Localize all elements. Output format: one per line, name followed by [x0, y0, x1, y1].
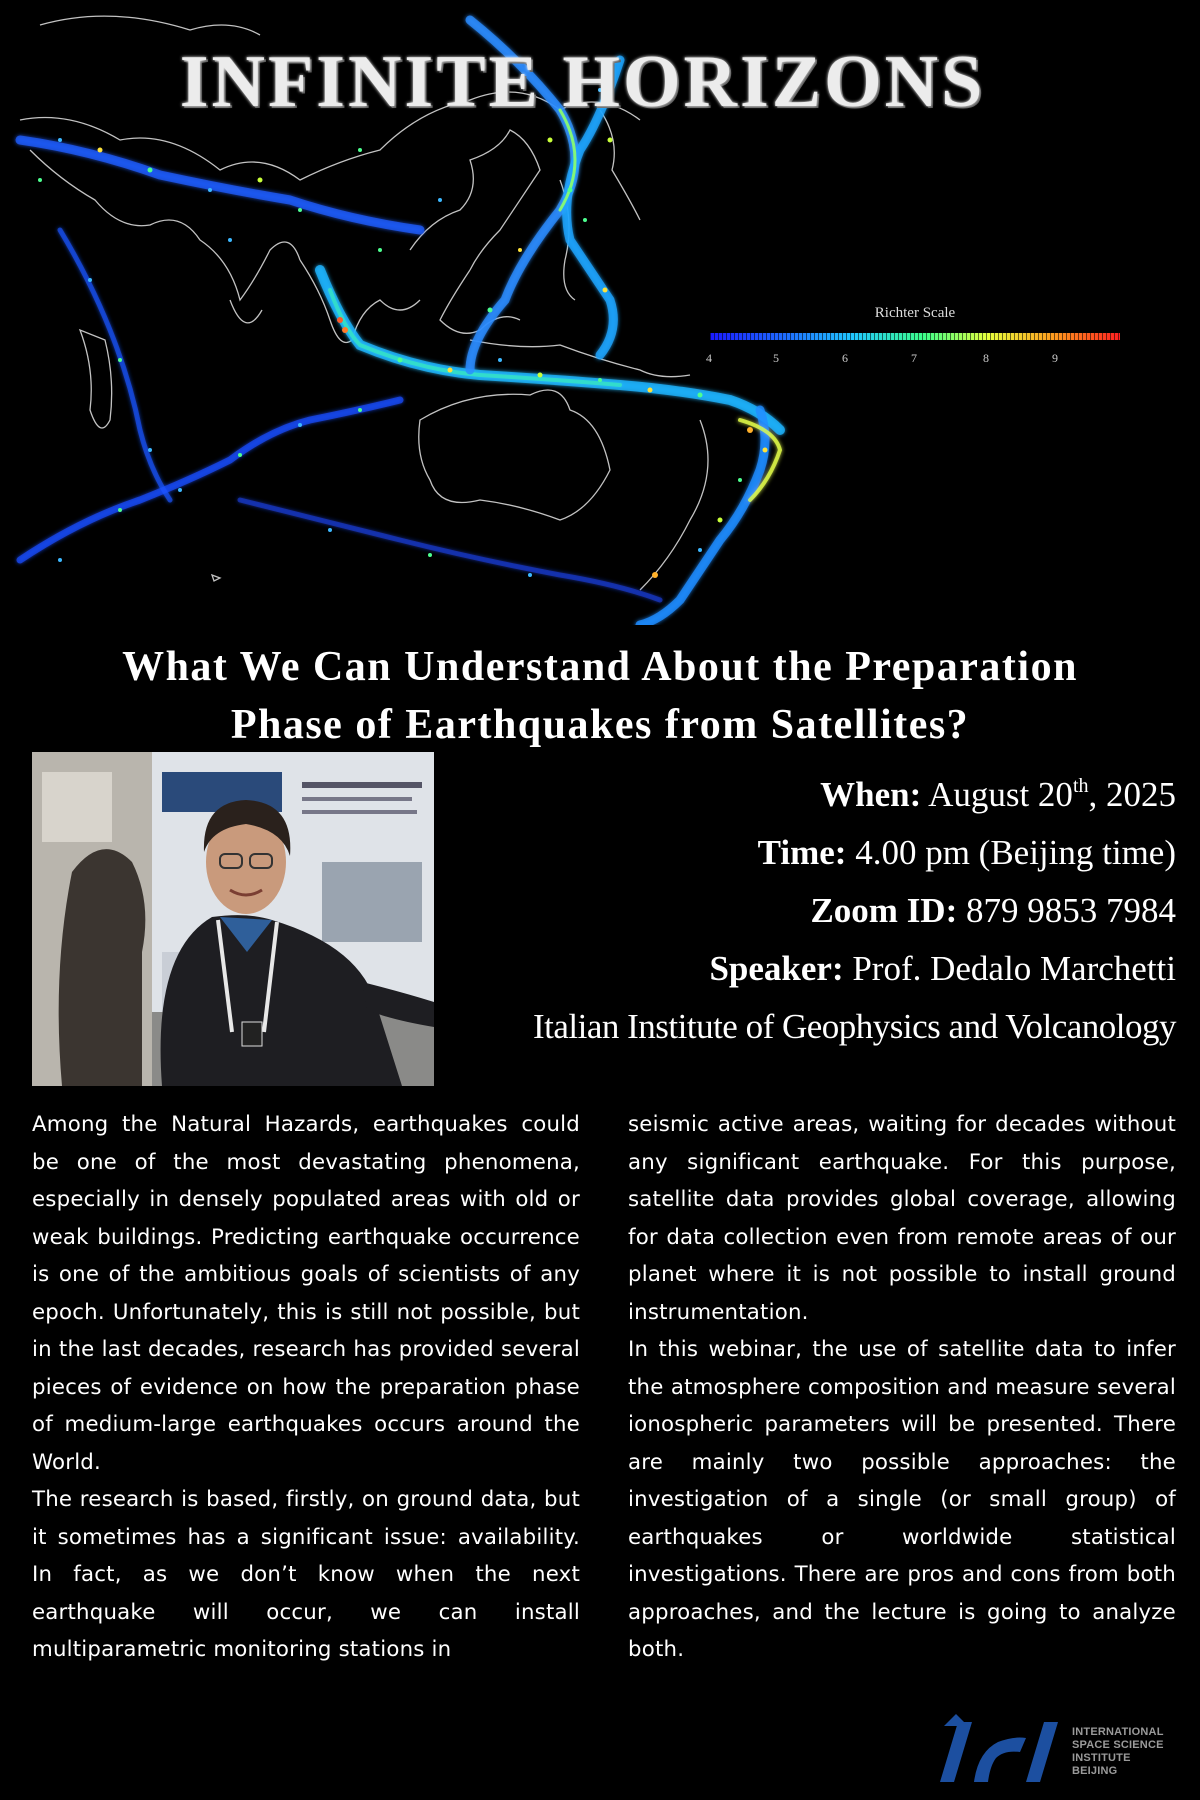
richter-tick: 5	[773, 351, 779, 365]
abstract-paragraph-1: Among the Natural Hazards, earthquakes could be one of the most devastating phenomena, especially in densely populated areas with old or weak buildings. Predicting earthquake occurrence is one of the ambitious goals of scientists of any epoch. Unfortunately, this is still not possible, but in the last decades, research has provided several pieces of evidence on how the preparation phase of medium-large earthquakes occurs around the World.	[32, 1112, 580, 1475]
logo-text-line: SPACE SCIENCE	[1072, 1739, 1164, 1751]
richter-color-bar	[710, 333, 1120, 340]
quake-dots	[38, 88, 768, 578]
richter-tick: 9	[1052, 351, 1058, 365]
issi-logo-text	[1072, 1726, 1184, 1778]
abstract-paragraph-2-part-1: The research is based, firstly, on ground data, but it sometimes has a significant issue: availability. In fact, as we don’t know when the next earthquake will occur, we can install multiparametric monitoring stations in	[32, 1487, 580, 1662]
speaker-label: Speaker:	[709, 949, 844, 988]
speaker-photo-illustration	[32, 752, 434, 1086]
time-value: 4.00 pm (Beijing time)	[855, 833, 1176, 872]
richter-scale-title: Richter Scale	[874, 305, 956, 321]
talk-title-line-1: What We Can Understand About the Preparation	[122, 644, 1078, 690]
logo-text-line: BEIJING	[1072, 1765, 1118, 1777]
speaker-affiliation: Italian Institute of Geophysics and Volcanology	[532, 1007, 1176, 1046]
richter-tick: 4	[706, 351, 712, 365]
richter-tick: 8	[983, 351, 989, 365]
abstract-paragraph-3: In this webinar, the use of satellite data to infer the atmosphere composition and measure several ionospheric parameters will be presented. There are mainly two possible approaches: the investigation of a single (or small group) of earthquakes or worldwide statistical investigations. There are pros and cons from both approaches, and the lecture is going to analyze both.	[628, 1337, 1176, 1662]
abstract-column-right	[628, 1106, 1176, 1669]
abstract-column-left	[32, 1106, 580, 1669]
issi-beijing-logo	[934, 1712, 1184, 1794]
zoom-label: Zoom ID:	[810, 891, 958, 930]
earthquake-map-hero	[0, 0, 1200, 625]
issi-logo-mark	[934, 1712, 1070, 1786]
when-day-suffix: th	[1072, 775, 1089, 797]
richter-scale-legend	[700, 305, 1130, 365]
speaker-row	[416, 940, 1176, 998]
when-year: , 2025	[1088, 775, 1176, 814]
event-details	[416, 766, 1176, 1056]
talk-title-line-2: Phase of Earthquakes from Satellites?	[230, 702, 970, 748]
abstract-paragraph-2-part-2: seismic active areas, waiting for decades without any significant earthquake. For this purpose, satellite data provides global coverage, allowing for data collection even from remote areas of our planet where it is not possible to install ground instrumentation.	[628, 1112, 1176, 1325]
when-row	[416, 766, 1176, 824]
when-label: When:	[820, 775, 922, 814]
zoom-id-value[interactable]: 879 9853 7984	[966, 891, 1176, 930]
time-label: Time:	[757, 833, 847, 872]
logo-text-line: INTERNATIONAL	[1072, 1726, 1164, 1738]
when-month-day: August 20	[928, 775, 1073, 814]
series-title: INFINITE HORIZONS	[179, 41, 986, 123]
logo-text-line: INSTITUTE	[1072, 1752, 1131, 1764]
richter-tick: 6	[842, 351, 848, 365]
richter-tick: 7	[911, 351, 917, 365]
speaker-name: Prof. Dedalo Marchetti	[852, 949, 1176, 988]
speaker-photo	[32, 752, 434, 1086]
issi-logo-icon	[934, 1712, 1070, 1786]
talk-title	[0, 638, 1200, 754]
zoom-row	[416, 882, 1176, 940]
time-row	[416, 824, 1176, 882]
